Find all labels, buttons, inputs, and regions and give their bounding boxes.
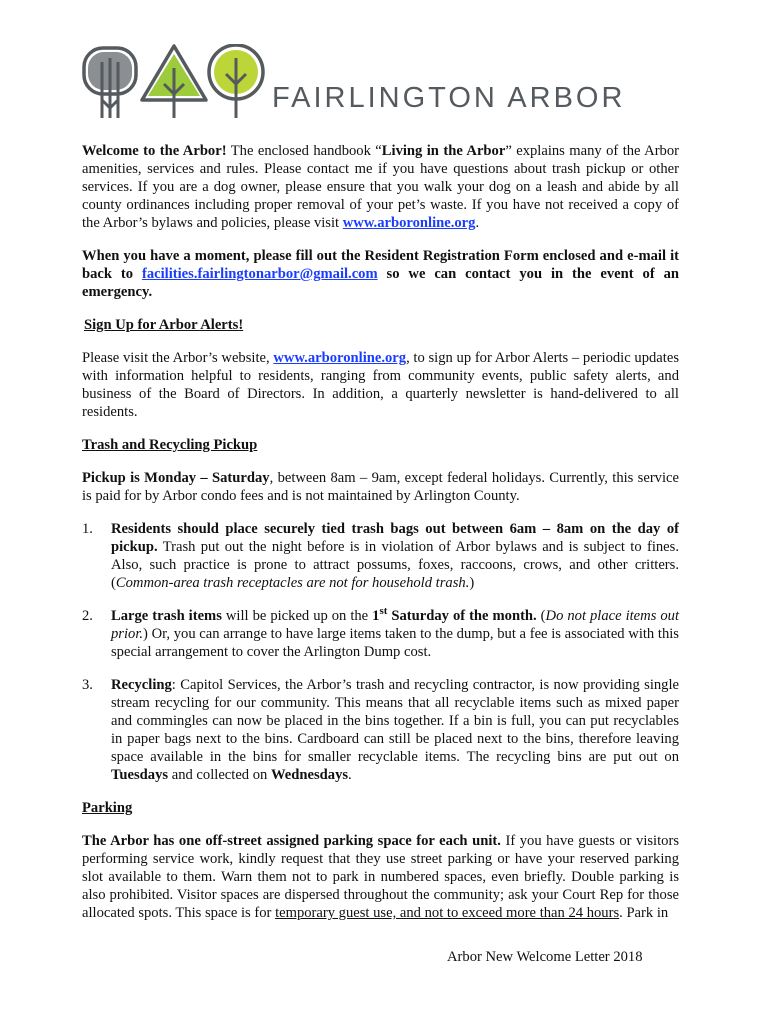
alerts-heading: Sign Up for Arbor Alerts! — [84, 317, 244, 333]
list-item: 2. Large trash items will be picked up on the 1st Saturday of the month. (Do not place items out prior.) Or, you can arrange to have large items taken to the dump, but a fee is associated with this special arrangement to cover the Arlington Dump cost. — [82, 605, 679, 660]
letter-body — [82, 142, 679, 937]
facilities-email-link[interactable]: facilities.fairlingtonarbor@gmail.com — [141, 266, 378, 282]
green-pine-icon — [142, 46, 206, 118]
pickup-paragraph: Pickup is Monday – Saturday, between 8am – 9am, except federal holidays. Currently, this service is paid for by Arbor condo fees and is not maintained by Arlington County. — [82, 470, 679, 504]
welcome-paragraph: Welcome to the Arbor! The enclosed handbook “Living in the Arbor” explains many of the Arbor amenities, services and rules. Please contact me if you have questions about trash pickup or other services. If you are a dog owner, please ensure that you walk your dog on a leash and abide by all county ordinances including proper removal of your pet’s waste. If you have not received a copy of the Arbor’s bylaws and policies, please visit www.arboronline.org. — [82, 143, 680, 231]
trash-rules-list — [82, 520, 679, 784]
tree-icons — [80, 44, 270, 124]
list-item: 1. Residents should place securely tied trash bags out between 6am – 8am on the day of pickup. Trash put out the night before is in violation of Arbor bylaws and is subject to fines. Also, such practice is prone to attract possums, foxes, raccoons, crows, and other critters. (Common-area trash receptacles are not for household trash.) — [82, 521, 679, 591]
handbook-title: Living in the Arbor — [381, 143, 506, 159]
lime-round-tree-icon — [209, 45, 263, 118]
list-item: 3. Recycling: Capitol Services, the Arbor’s trash and recycling contractor, is now providing single stream recycling for our community. This means that all recyclable items such as mixed paper and commingles can now be placed in the bins together. If a bin is full, you can put recyclables in paper bags next to the bins. Cardboard can still be placed next to the bins, therefore leaving space available in the bins for smaller recyclable items. The recycling bins are put out on Tuesdays and collected on Wednesdays. — [82, 677, 679, 783]
welcome-lead: Welcome to the Arbor! — [82, 143, 227, 159]
gray-tree-icon — [84, 48, 136, 118]
parking-heading: Parking — [82, 800, 133, 816]
trash-heading: Trash and Recycling Pickup — [82, 437, 258, 453]
registration-paragraph: When you have a moment, please fill out the Resident Registration Form enclosed and e-mail it back to facilities.fairlingtonarbor@gmail.com so we can contact you in the event of an emergency. — [82, 248, 679, 300]
arbor-alerts-link[interactable]: www.arboronline.org — [273, 350, 407, 366]
page-footer: Arbor New Welcome Letter 2018 — [447, 949, 643, 965]
arbor-website-link[interactable]: www.arboronline.org — [342, 215, 476, 231]
parking-paragraph: The Arbor has one off-street assigned parking space for each unit. If you have guests or visitors performing service work, kindly request that they use street parking or have your reserved parking slot available to them. Warn them not to park in numbered spaces, even briefly. Double parking is also prohibited. Visitor spaces are dispersed throughout the community; ask your Court Rep for those allocated spots. This space is for temporary guest use, and not to exceed more than 24 hours. Park in — [82, 833, 679, 921]
brand-name: FAIRLINGTON ARBOR — [272, 82, 626, 114]
alerts-paragraph: Please visit the Arbor’s website, www.arboronline.org, to sign up for Arbor Alerts – periodic updates with information helpful to residents, ranging from community events, public safety alerts, and business of the Board of Directors. In addition, a quarterly newsletter is hand-delivered to all residents. — [82, 350, 679, 420]
fairlington-arbor-logo — [80, 44, 700, 124]
